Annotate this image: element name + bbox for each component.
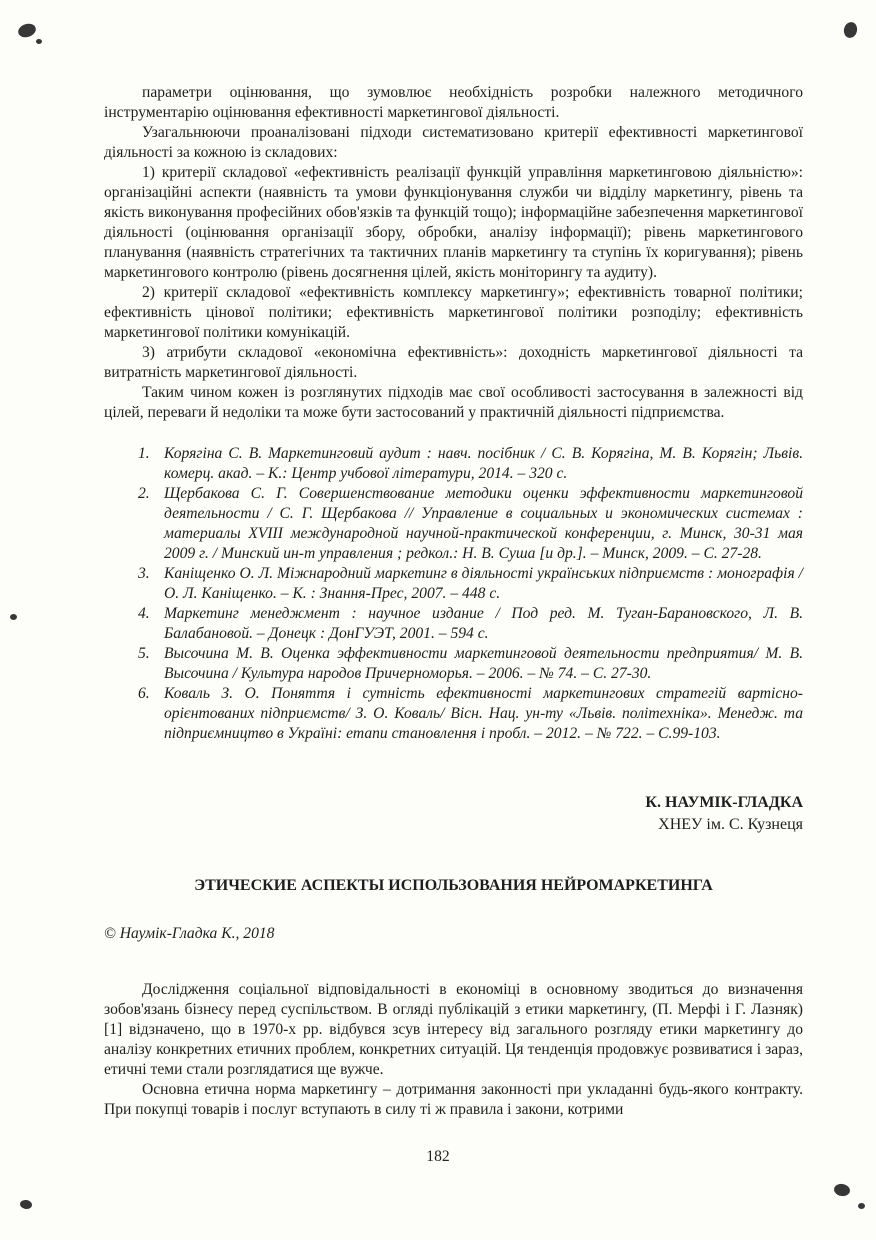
reference-number: 5.: [138, 645, 150, 662]
reference-number: 6.: [138, 685, 150, 702]
scan-artifact: [36, 39, 42, 44]
reference-text: Каніщенко О. Л. Міжнародний маркетинг в діяльності українських підприємств : монографія / О. Л. Каніщенко. – К. : Знання-Прес, 2007. – 448 с.: [164, 565, 803, 602]
intro-paragraph: 3) атрибути складової «економічна ефективність»: доходність маркетингової діяльності та витратність маркетингової діяльності.: [104, 344, 803, 381]
intro-paragraph: Узагальнюючи проаналізовані підходи систематизовано критерії ефективності маркетингової діяльності за кожною із складових:: [104, 124, 803, 161]
author-name: К. НАУМІК-ГЛАДКА: [645, 794, 803, 811]
scan-artifact: [16, 22, 37, 40]
reference-item: [138, 604, 803, 644]
reference-text: Коваль З. О. Поняття і сутність ефективності маркетингових стратегій вартісно-орієнтованих підприємств/ З. О. Коваль/ Вісн. Нац. ун-ту «Львів. політехніка». Менедж. та підприємництво в Україні: етапи становлення і пробл. – 2012. – № 722. – С.99-103.: [164, 685, 803, 742]
scan-artifact: [858, 1203, 865, 1209]
reference-number: 2.: [138, 485, 150, 502]
page-content: [104, 83, 803, 1120]
author-block: [104, 792, 803, 836]
reference-item: [138, 684, 803, 744]
intro-paragraph: 1) критерії складової «ефективність реалізації функцій управління маркетинговою діяльністю»: організаційні аспекти (наявність та умови функціонування служби чи відділу маркетингу, рівень та якість виконування професійних обов'язків та функцій тощо); інформаційне забезпечення маркетингової діяльності (оцінювання організації збору, обробки, аналізу інформації); рівень маркетингового планування (наявність стратегічних та тактичних планів маркетингу та ступінь їх коригування); рівень маркетингового контролю (рівень досягнення цілей, якість моніторингу та аудиту).: [104, 164, 803, 281]
reference-text: Высочина М. В. Оценка эффективности маркетинговой деятельности предприятия/ М. В. Высочина / Культура народов Причерноморья. – 2006. – № 74. – С. 27-30.: [164, 645, 803, 682]
intro-paragraph: 2) критерії складової «ефективність комплексу маркетингу»; ефективність товарної політики; ефективність цінової політики; ефективність маркетингової політики розподілу; ефективність маркетингової політики комунікацій.: [104, 284, 803, 341]
reference-number: 4.: [138, 605, 150, 622]
article-paragraph: Основна етична норма маркетингу – дотримання законності при укладанні будь-якого контракту. При покупці товарів і послуг вступають в силу ті ж правила і закони, котрими: [104, 1081, 803, 1118]
reference-item: [138, 644, 803, 684]
copyright-line: © Наумік-Гладка К., 2018: [104, 925, 275, 942]
reference-item: [138, 444, 803, 484]
article-paragraph: Дослідження соціальної відповідальності в економіці в основному зводиться до визначення зобов'язань бізнесу перед суспільством. В огляді публікацій з етики маркетингу, (П. Мерфі і Г. Лазняк) [1] відзначено, що в 1970-х рр. відбувся зсув інтересу від загального розгляду етики маркетингу до аналізу конкретних етичних проблем, конкретних ситуацій. Ця тенденція продовжує розвиватися і зараз, етичні теми стали розглядатися ще вужче.: [104, 981, 803, 1078]
intro-paragraph: параметри оцінювання, що зумовлює необхідність розробки належного методичного інструментарію оцінювання ефективності маркетингової діяльності.: [104, 84, 803, 121]
article-title: ЭТИЧЕСКИЕ АСПЕКТЫ ИСПОЛЬЗОВАНИЯ НЕЙРОМАРКЕТИНГА: [194, 877, 713, 894]
reference-number: 1.: [138, 445, 150, 462]
author-affiliation: ХНЕУ ім. С. Кузнеця: [658, 816, 803, 833]
reference-text: Корягіна С. В. Маркетинговий аудит : навч. посібник / С. В. Корягіна, М. В. Корягін; Львів. комерц. акад. – К.: Центр учбової літератури, 2014. – 320 с.: [164, 445, 803, 482]
reference-text: Маркетинг менеджмент : научное издание / Под ред. М. Туган-Барановского, Л. В. Балабановой. – Донецк : ДонГУЭТ, 2001. – 594 с.: [164, 605, 803, 642]
reference-number: 3.: [138, 565, 150, 582]
scan-artifact: [10, 614, 17, 620]
scan-artifact: [833, 1183, 851, 1198]
scan-artifact: [19, 1199, 32, 1210]
reference-item: [138, 564, 803, 604]
scan-artifact: [842, 21, 858, 40]
reference-text: Щербакова С. Г. Совершенствование методики оценки эффективности маркетинговой деятельности / С. Г. Щербакова // Управление в социальных и экономических системах : материалы XVIII международной научной-практической конференции, г. Минск, 30-31 мая 2009 г. / Минский ин-т управления ; редкол.: Н. В. Суша [и др.]. – Минск, 2009. – С. 27-28.: [164, 485, 803, 562]
page-number: 182: [426, 1148, 450, 1165]
intro-paragraph: Таким чином кожен із розглянутих підходів має свої особливості застосування в залежності від цілей, переваги й недоліки та може бути застосований у практичній діяльності підприємства.: [104, 384, 803, 421]
reference-list: [138, 444, 803, 744]
reference-item: [138, 484, 803, 564]
